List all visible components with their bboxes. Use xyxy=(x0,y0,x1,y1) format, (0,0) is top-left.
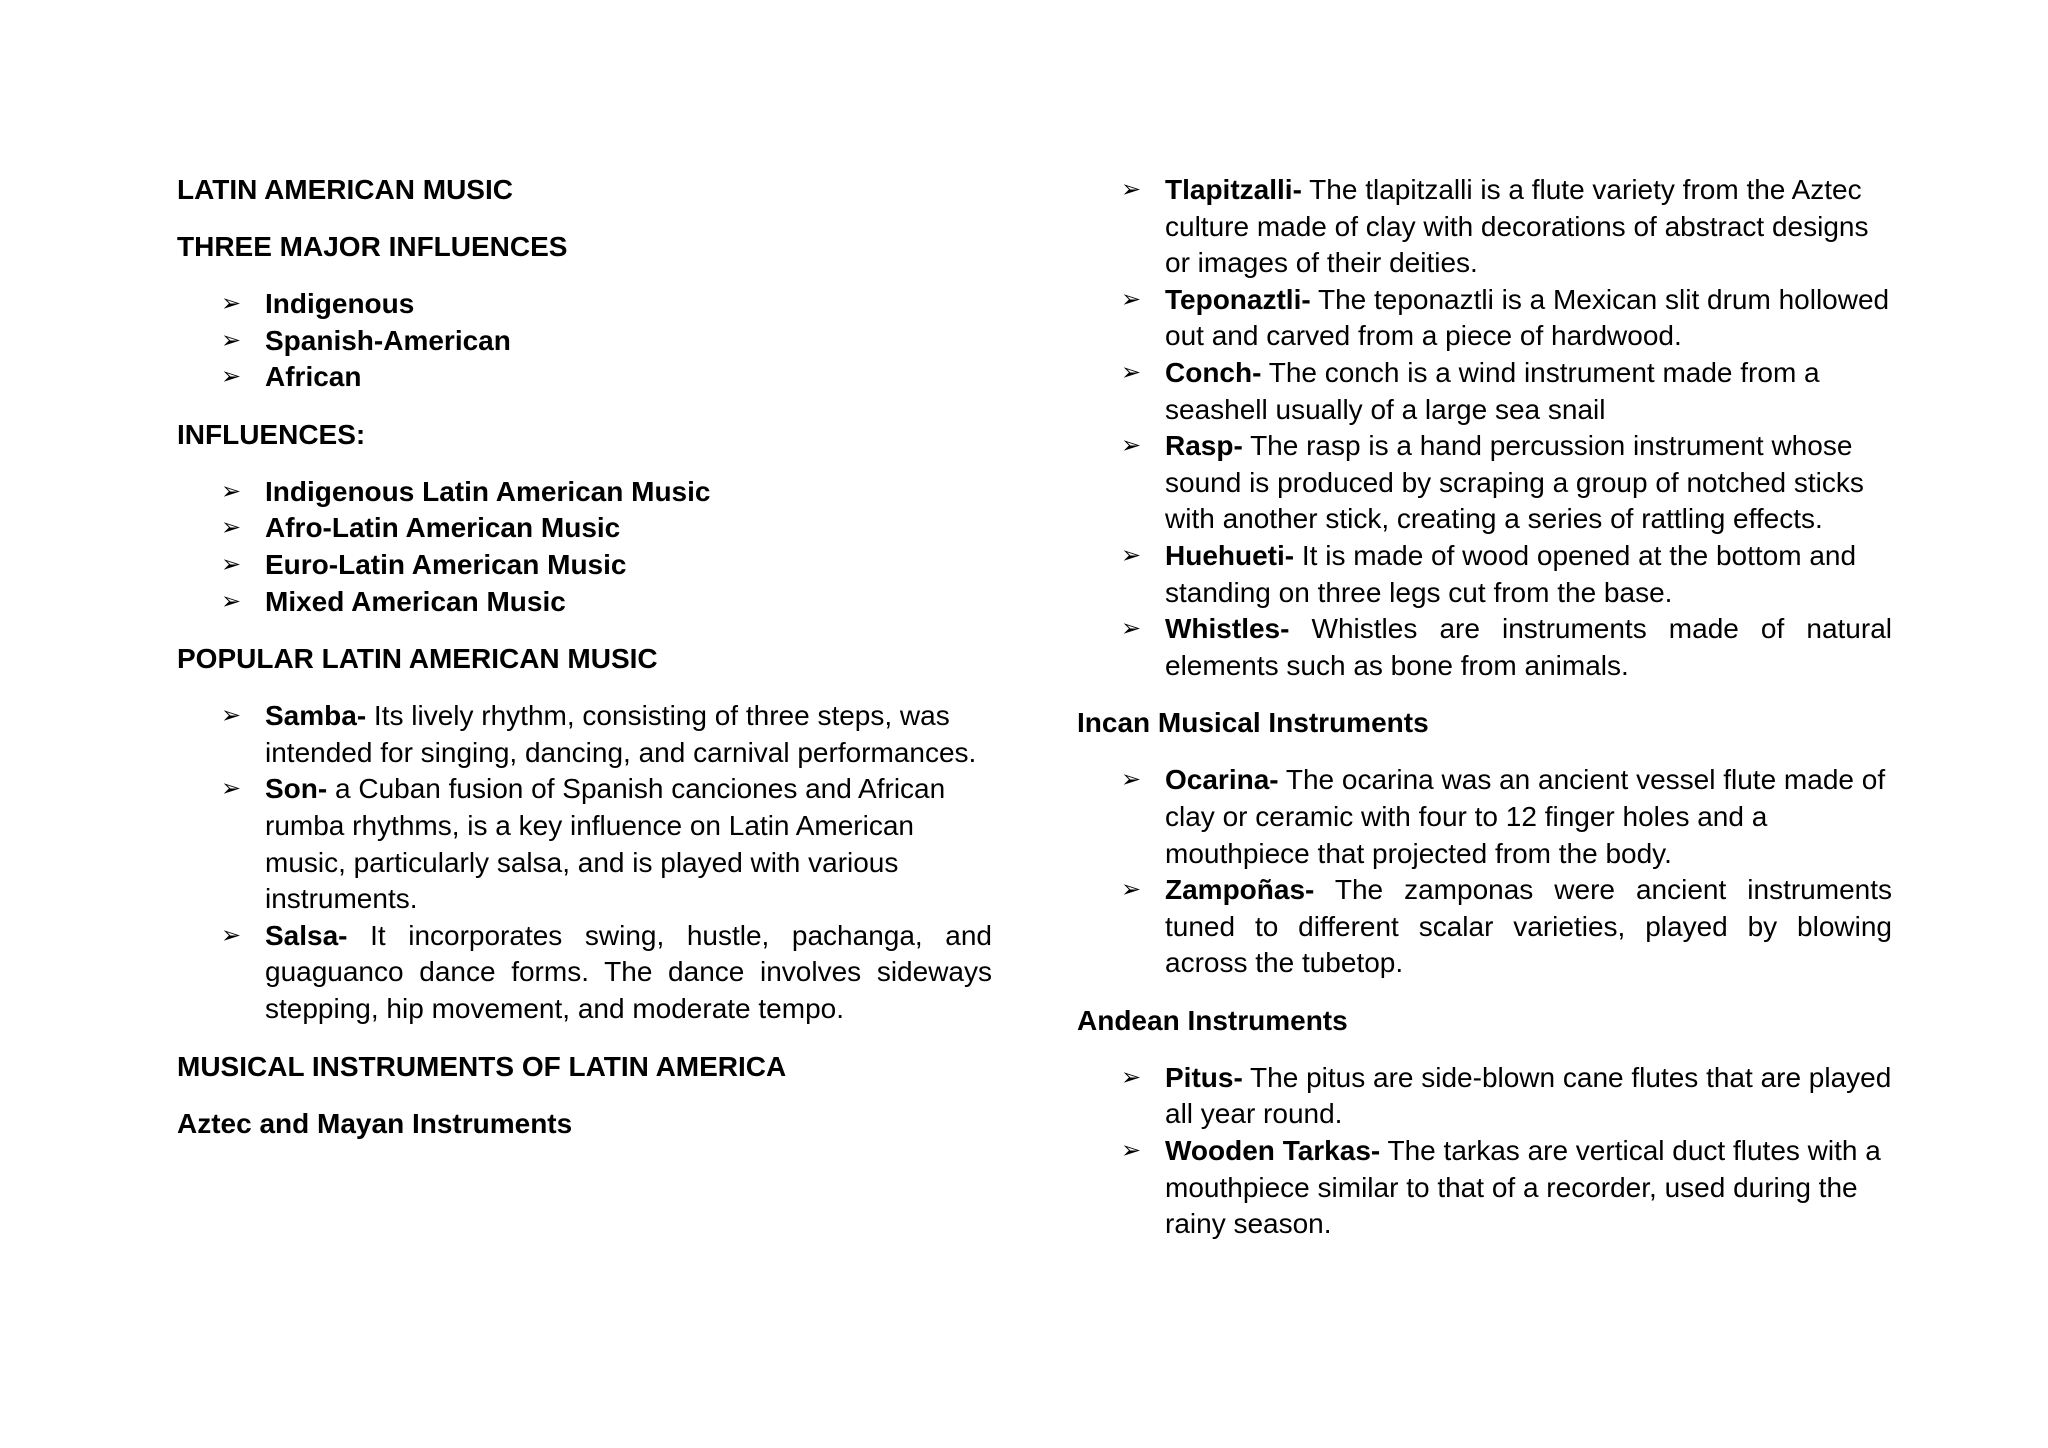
list-item xyxy=(177,918,992,1028)
list-item xyxy=(177,547,992,584)
popular-music-heading: POPULAR LATIN AMERICAN MUSIC xyxy=(177,643,658,675)
arrow-bullet-icon: ➢ xyxy=(221,326,242,354)
list-item xyxy=(1077,172,1892,282)
three-major-influences-list xyxy=(177,286,992,396)
arrow-bullet-icon: ➢ xyxy=(221,477,242,505)
list-item xyxy=(1077,872,1892,982)
list-item-label: African xyxy=(265,361,362,393)
arrow-bullet-icon: ➢ xyxy=(1121,358,1142,386)
list-item-label: Mixed American Music xyxy=(265,585,566,617)
term-label: Son- xyxy=(265,773,328,805)
term-description: a Cuban fusion of Spanish canciones and African rumba rhythms, is a key influence on Latin American music, particularly salsa, and is played with various instruments. xyxy=(265,773,946,915)
term-label: Wooden Tarkas- xyxy=(1165,1135,1381,1167)
instruments-heading: MUSICAL INSTRUMENTS OF LATIN AMERICA xyxy=(177,1050,787,1082)
term-description: Whistles are instruments made of natural elements such as bone from animals. xyxy=(1165,613,1892,681)
list-item xyxy=(177,584,992,621)
arrow-bullet-icon: ➢ xyxy=(1121,432,1142,460)
list-item xyxy=(1077,428,1892,538)
arrow-bullet-icon: ➢ xyxy=(221,587,242,615)
popular-music-list xyxy=(177,698,992,1027)
term-description: The rasp is a hand percussion instrument whose sound is produced by scraping a group of notched sticks with another stick, creating a series of rattling effects. xyxy=(1165,430,1864,535)
term-label: Pitus- xyxy=(1165,1061,1243,1093)
three-major-influences-heading: THREE MAJOR INFLUENCES xyxy=(177,231,568,262)
arrow-bullet-icon: ➢ xyxy=(1121,541,1142,569)
arrow-bullet-icon: ➢ xyxy=(1121,1137,1142,1165)
right-column xyxy=(1077,172,1892,1264)
arrow-bullet-icon: ➢ xyxy=(1121,285,1142,313)
term-description: The conch is a wind instrument made from a seashell usually of a large sea snail xyxy=(1165,356,1820,425)
left-column xyxy=(177,172,992,1163)
andean-instruments-heading: Andean Instruments xyxy=(1077,1004,1348,1036)
arrow-bullet-icon: ➢ xyxy=(1121,1063,1142,1091)
andean-instruments-list xyxy=(1077,1060,1892,1243)
term-label: Whistles- xyxy=(1165,613,1290,645)
term-label: Ocarina- xyxy=(1165,764,1279,796)
list-item xyxy=(177,286,992,323)
term-label: Conch- xyxy=(1165,356,1262,388)
term-label: Samba- xyxy=(265,700,367,732)
list-item xyxy=(1077,611,1892,684)
list-item xyxy=(1077,1060,1892,1133)
list-item xyxy=(177,359,992,396)
term-label: Zampoñas- xyxy=(1165,874,1315,906)
term-description: The zamponas were ancient instruments tuned to different scalar varieties, played by blowing across the tubetop. xyxy=(1165,874,1892,979)
incan-instruments-list xyxy=(1077,762,1892,982)
document-title: LATIN AMERICAN MUSIC xyxy=(177,174,513,205)
list-item xyxy=(1077,538,1892,611)
term-description: The teponaztli is a Mexican slit drum hollowed out and carved from a piece of hardwood. xyxy=(1165,283,1890,352)
term-label: Tlapitzalli- xyxy=(1165,174,1302,205)
term-description: The tarkas are vertical duct flutes with a mouthpiece similar to that of a recorder, used during the rainy season. xyxy=(1165,1135,1881,1240)
arrow-bullet-icon: ➢ xyxy=(221,514,242,542)
arrow-bullet-icon: ➢ xyxy=(221,550,242,578)
arrow-bullet-icon: ➢ xyxy=(221,290,242,317)
list-item xyxy=(1077,1133,1892,1243)
term-description: The ocarina was an ancient vessel flute made of clay or ceramic with four to 12 finger holes and a mouthpiece that projected from the body. xyxy=(1165,764,1886,869)
arrow-bullet-icon: ➢ xyxy=(1121,766,1142,794)
list-item-label: Indigenous xyxy=(265,288,415,319)
incan-instruments-heading: Incan Musical Instruments xyxy=(1077,707,1429,739)
term-description: Its lively rhythm, consisting of three steps, was intended for singing, dancing, and carnival performances. xyxy=(265,700,977,768)
arrow-bullet-icon: ➢ xyxy=(221,702,242,730)
list-item-label: Afro-Latin American Music xyxy=(265,512,621,544)
aztec-mayan-heading: Aztec and Mayan Instruments xyxy=(177,1107,573,1139)
list-item-label: Indigenous Latin American Music xyxy=(265,475,711,507)
aztec-instruments-list xyxy=(1077,172,1892,684)
arrow-bullet-icon: ➢ xyxy=(221,921,242,949)
arrow-bullet-icon: ➢ xyxy=(1121,176,1142,203)
list-item xyxy=(1077,355,1892,428)
arrow-bullet-icon: ➢ xyxy=(1121,876,1142,904)
term-description: The pitus are side-blown cane flutes that are played all year round. xyxy=(1165,1061,1892,1130)
list-item xyxy=(177,323,992,360)
list-item xyxy=(177,474,992,511)
term-description: It is made of wood opened at the bottom and standing on three legs cut from the base. xyxy=(1165,539,1857,608)
term-label: Teponaztli- xyxy=(1165,283,1311,315)
list-item xyxy=(1077,282,1892,355)
term-label: Salsa- xyxy=(265,919,348,951)
influences-list xyxy=(177,474,992,620)
term-description: It incorporates swing, hustle, pachanga, and guaguanco dance forms. The dance involves sideways stepping, hip movement, and moderate tempo. xyxy=(265,919,992,1024)
term-description: The tlapitzalli is a flute variety from the Aztec culture made of clay with decorations of abstract designs or images of their deities. xyxy=(1165,174,1869,279)
arrow-bullet-icon: ➢ xyxy=(1121,615,1142,643)
influences-heading: INFLUENCES: xyxy=(177,418,366,450)
list-item xyxy=(177,771,992,917)
list-item-label: Euro-Latin American Music xyxy=(265,548,627,580)
term-label: Rasp- xyxy=(1165,430,1243,462)
arrow-bullet-icon: ➢ xyxy=(221,775,242,803)
list-item xyxy=(177,510,992,547)
list-item xyxy=(1077,762,1892,872)
arrow-bullet-icon: ➢ xyxy=(221,363,242,391)
term-label: Huehueti- xyxy=(1165,539,1295,571)
list-item xyxy=(177,698,992,771)
list-item-label: Spanish-American xyxy=(265,324,511,356)
